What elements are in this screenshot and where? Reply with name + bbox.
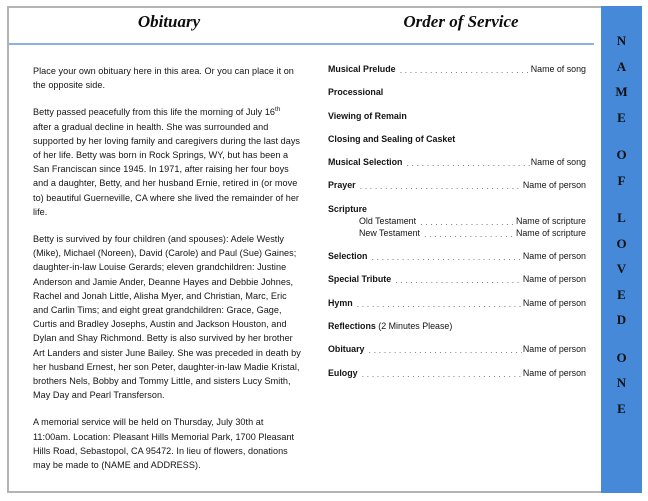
leader-dots <box>424 229 515 238</box>
service-item-new-testament <box>328 228 586 238</box>
service-item-value: Name of person <box>522 344 586 355</box>
service-item-label: Scripture <box>328 203 367 214</box>
banner-letter: E <box>617 400 626 416</box>
service-item-label: Musical Prelude <box>328 64 396 74</box>
service-item-musical-selection <box>328 157 586 167</box>
service-subitem-label: Old Testament <box>359 215 417 226</box>
service-item-reflections <box>328 321 586 331</box>
ordinal-superscript: th <box>275 106 281 114</box>
leader-dots <box>371 252 521 261</box>
service-item-value: Name of person <box>522 367 586 378</box>
banner-letter: O <box>616 147 627 162</box>
service-item-label: Musical Selection <box>328 157 403 168</box>
service-item-label: Prayer <box>328 180 356 191</box>
leader-dots <box>362 369 522 378</box>
service-item-eulogy <box>328 368 586 378</box>
service-item-value: Name of person <box>522 274 586 285</box>
reflections-label-text: Reflections <box>328 320 376 331</box>
obituary-paragraph-3: Betty is survived by four children (and spouses): Adele Westly (Mike), Michael (Noreen), David (Carole) and Paul (Sue) Gaines; daughter-in-law Louise Gerards; eleven grandchildren: Justine Anderson and Jamie Ander, Deanne Hayes and Debbie Johnes, Rachel and Jonah Little, Alisha Myer, and Christian, Marc, Eric and Carlin Tims; and eight great grandchildren: Grace, Gage, Curtis and Bradley Josephs, Austin and Jackson Houston, and Dylan and Shay Richmond. Betty is also survived by her brother Art Landers and sister June Bailey. She was preceded in death by her husband Ernest, her son Peter, daughter-in-law Madie Kristal, brothers Nels, Bobby and Tommy Little, and sisters Lucy Smith, May Day and Pearl Transferson. <box>33 234 301 401</box>
service-subitem-value: Name of scripture <box>515 227 586 238</box>
banner-letter: N <box>616 375 627 390</box>
leader-dots <box>400 65 530 74</box>
leader-dots <box>406 158 529 167</box>
banner-letter: E <box>617 286 626 302</box>
banner-letter: O <box>616 349 627 365</box>
banner-letter: L <box>617 210 626 225</box>
obituary-title: Obituary <box>137 12 201 31</box>
service-item-viewing-of-remain <box>328 111 586 121</box>
service-subitem-value: Name of scripture <box>515 215 586 226</box>
order-of-service-title: Order of Service <box>403 12 519 31</box>
obituary-paragraph-2-lead: Betty passed peacefully from this life the morning of July 16 <box>33 107 276 118</box>
service-item-value: Name of person <box>522 297 586 308</box>
service-item-old-testament <box>328 216 586 226</box>
banner-letter: E <box>617 109 626 125</box>
service-item-label: Special Tribute <box>328 274 392 285</box>
service-item-label: Obituary <box>328 344 365 355</box>
service-item-prayer <box>328 180 586 190</box>
obituary-column <box>33 64 301 472</box>
service-subitem-label: New Testament <box>359 227 421 238</box>
leader-dots <box>369 345 522 354</box>
leader-dots <box>357 299 522 308</box>
service-item-value: Name of song <box>530 64 586 74</box>
service-item-label: Selection <box>328 251 368 262</box>
banner-letter: N <box>616 33 627 48</box>
header-divider-rule <box>9 43 594 45</box>
obituary-paragraph-2 <box>33 105 301 219</box>
leader-dots <box>420 217 515 226</box>
service-item-musical-prelude <box>328 64 586 74</box>
service-item-hymn <box>328 298 586 308</box>
banner-letter: F <box>617 172 626 188</box>
service-item-value: Name of person <box>522 251 586 262</box>
service-item-special-tribute <box>328 274 586 284</box>
service-item-closing-and-sealing-of-casket <box>328 134 586 144</box>
service-item-obituary <box>328 344 586 354</box>
leader-dots <box>395 275 522 284</box>
service-item-label: Viewing of Remain <box>328 110 407 121</box>
service-item-label <box>328 321 452 331</box>
service-item-selection <box>328 251 586 261</box>
banner-letter: V <box>616 261 627 276</box>
service-item-label: Processional <box>328 87 384 98</box>
service-item-scripture <box>328 204 586 214</box>
obituary-paragraph-1: Place your own obituary here in this area. Or you can place it on the opposite side. <box>33 66 294 91</box>
leader-dots <box>360 181 522 190</box>
banner-letter: O <box>616 235 627 251</box>
obituary-paragraph-4: A memorial service will be held on Thursday, July 30th at 11:00am. Location: Pleasant Hills Memorial Park, 1700 Pleasant Hills Road, Sebastopol, CA 95472. In lieu of flowers, donations may be made to (NAME and ADDRESS). <box>33 417 295 471</box>
service-item-value: Name of song <box>530 157 586 168</box>
header-band <box>9 8 593 44</box>
reflections-note: (2 Minutes Please) <box>375 320 453 331</box>
name-of-loved-one-banner <box>601 6 642 493</box>
banner-letter: D <box>616 312 627 327</box>
obituary-paragraph-2-rest: after a gradual decline in health. She was surrounded and supported by her loving family and caregivers during the last days of her life. Betty was born in Rock Springs, WY, but has been a San Franciscan since 1945. In 1971, after raising her four boys and a daughter, Betty, and her husband Ernie, retired in (or move to) beautiful Guerneville, CA where she lived the remainder of her life. <box>33 121 301 217</box>
service-item-label: Closing and Sealing of Casket <box>328 133 456 144</box>
service-item-processional <box>328 87 586 97</box>
banner-letter: M <box>615 84 628 99</box>
banner-letter: A <box>616 58 627 74</box>
service-item-label: Hymn <box>328 297 353 308</box>
order-of-service-column <box>328 64 586 391</box>
service-item-value: Name of person <box>522 180 586 191</box>
service-item-label: Eulogy <box>328 367 358 378</box>
